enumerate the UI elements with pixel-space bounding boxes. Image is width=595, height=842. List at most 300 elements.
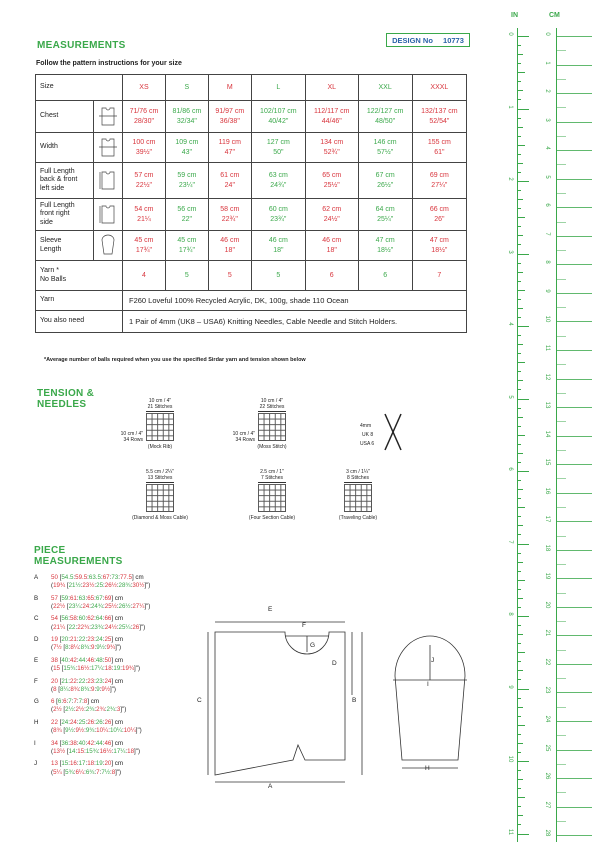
- ruler-inch-tick: [517, 235, 523, 236]
- tension-rows: 34 Rows: [235, 437, 255, 443]
- value-cell: [165, 231, 208, 261]
- ruler-inch-tick: [517, 670, 523, 671]
- row-label-line: Full Length: [40, 167, 75, 175]
- ruler-inch-tick: [517, 254, 529, 255]
- ruler-cm-label: 11: [544, 344, 550, 352]
- diagram-label-A: A: [268, 783, 273, 790]
- value-cell: [358, 101, 412, 133]
- ruler-cm-tick: [556, 450, 566, 451]
- piece-in: (15 [15¾:16½:17¼:18:19:19¾]"): [51, 665, 141, 673]
- value-cell: [165, 101, 208, 133]
- table-row: [36, 133, 467, 163]
- ruler-cm-tick: [556, 107, 566, 108]
- piece-in: (13½ [14:15:15¾:16½:17¼:18]"): [51, 747, 141, 755]
- ruler-inch-tick: [517, 453, 523, 454]
- piece-cm: 19 [20:21:22:23:24:25] cm: [51, 636, 124, 644]
- piece-measurement: [34, 760, 124, 777]
- piece-in: (21¼ [22:22¾:23¾:24½:25¼:26]"): [51, 623, 146, 631]
- ruler-cm-tick: [556, 493, 592, 494]
- value-line: 50": [273, 148, 284, 156]
- value-line: 22½": [135, 181, 153, 189]
- row-label-cell: [36, 101, 94, 133]
- value-line: 18": [326, 246, 337, 254]
- ruler-cm-tick: [556, 735, 566, 736]
- value-line: 155 cm: [427, 139, 451, 147]
- piece-cm: 20 [21:22:22:23:23:24] cm: [51, 677, 124, 685]
- ruler-inch-tick: [517, 788, 521, 789]
- ruler-inch-tick: [517, 163, 523, 164]
- value-line: 69 cm: [429, 172, 449, 180]
- ruler-inch-tick: [517, 190, 521, 191]
- value-cell: [208, 163, 251, 199]
- ruler-inch-label: 0: [507, 32, 513, 36]
- ruler-inch-tick: [517, 145, 525, 146]
- ruler-inch-tick: [517, 244, 521, 245]
- ruler-cm-label: 16: [544, 487, 550, 495]
- diagram-label-H: H: [425, 765, 430, 772]
- ruler-inch-tick: [517, 362, 525, 363]
- value-line: 67 cm: [375, 172, 395, 180]
- value-cell: [251, 231, 305, 261]
- value-cell: [412, 199, 466, 231]
- tension-grid: [146, 413, 174, 441]
- ruler-cm-tick: [556, 664, 592, 665]
- ruler-cm-label: 20: [544, 601, 550, 609]
- piece-key: C: [34, 615, 39, 623]
- ruler-cm-tick: [556, 507, 566, 508]
- ruler-inch-tick: [517, 99, 521, 100]
- piece-cm: 6 [6:6:7:7:7:8] cm: [51, 698, 99, 706]
- ruler-inch-tick: [517, 716, 521, 717]
- ruler-cm-tick: [556, 764, 566, 765]
- ruler-inch-tick: [517, 344, 523, 345]
- ruler-cm-tick: [556, 621, 566, 622]
- ruler-cm-tick: [556, 321, 592, 322]
- instructions-text: Follow the pattern instructions for your size: [36, 60, 182, 67]
- ruler-cm-tick: [556, 564, 566, 565]
- ruler-inch-tick: [517, 471, 529, 472]
- tension-arrow: [146, 411, 174, 412]
- piece-cm: 54 [56:58:60:62:64:66] cm: [51, 615, 124, 623]
- tension-width: 5.5 cm / 2¼": [146, 469, 174, 475]
- ruler-inch-tick: [517, 36, 529, 37]
- value-line: 46 cm: [268, 237, 288, 245]
- piece-in: (7½ [8:8¼:8¾:9:9½:9¾]"): [51, 644, 122, 652]
- value-cell: [165, 199, 208, 231]
- piece-cm: 34 [36:38:40:42:44:46] cm: [51, 739, 124, 747]
- ruler-cm-label: 2: [544, 89, 550, 93]
- value-line: 46 cm: [322, 237, 342, 245]
- ruler-cm-tick: [556, 150, 592, 151]
- design-label: DESIGN No: [392, 35, 433, 45]
- value-line: 22": [181, 215, 193, 223]
- tension-stitches: 8 Stitches: [347, 475, 369, 481]
- tension-width: 2.5 cm / 1": [260, 469, 284, 475]
- ruler-cm-tick: [556, 293, 592, 294]
- ruler-cm-label: 6: [544, 203, 550, 207]
- value-line: 45 cm: [177, 237, 197, 245]
- ruler-inch-tick: [517, 553, 521, 554]
- ruler-inch-tick: [517, 698, 521, 699]
- ruler-cm-tick: [556, 536, 566, 537]
- ruler-inch-tick: [517, 770, 521, 771]
- design-number: 10773: [443, 35, 464, 45]
- value-line: 25½": [323, 181, 340, 189]
- value-cell: [123, 261, 166, 291]
- value-cell: [123, 199, 166, 231]
- yarn-note: *Average number of balls required when you use the specified Sirdar yarn and tension shown below: [44, 357, 306, 363]
- ruler-cm-label: 26: [544, 772, 550, 780]
- ruler-cm-tick: [556, 93, 592, 94]
- ruler-inch-tick: [517, 118, 521, 119]
- value-line: 17¾": [135, 246, 153, 254]
- tension-stitches: 22 Stitches: [259, 404, 285, 410]
- ruler-cm-tick: [556, 750, 592, 751]
- piece-in: (5¼ [5¾:6¼:6¾:7:7½:8]"): [51, 768, 122, 776]
- piece-key: D: [34, 636, 39, 644]
- ruler-cm-label: 8: [544, 260, 550, 265]
- ruler-inch-tick: [517, 217, 525, 218]
- value-cell: [412, 231, 466, 261]
- tension-arrow: [344, 482, 372, 483]
- needles-usa: USA 6: [360, 441, 375, 447]
- value-line: 21¼: [137, 215, 151, 223]
- ruler-cm-tick: [556, 164, 566, 165]
- ruler-inch-tick: [517, 707, 523, 708]
- tension-swatch: [115, 398, 205, 450]
- need-label-cell: You also need: [36, 311, 123, 333]
- ruler-inch-tick: [517, 525, 523, 526]
- value-cell: [208, 231, 251, 261]
- ruler-cm-tick: [556, 707, 566, 708]
- value-line: 58 cm: [220, 206, 240, 214]
- ruler-cm-tick: [556, 635, 592, 636]
- value-line: 6: [329, 271, 334, 279]
- row-label-line: Full Length: [40, 201, 75, 209]
- diagram-label-I: I: [427, 681, 429, 688]
- ruler-inch-tick: [517, 72, 525, 73]
- ruler-cm-label: 3: [544, 117, 550, 122]
- yarn-label-cell: Yarn: [36, 291, 123, 311]
- row-label-line: Width: [40, 143, 58, 151]
- ruler-cm-label: 10: [544, 316, 550, 323]
- row-label-line: Chest: [40, 112, 59, 120]
- ruler-inch-tick: [517, 498, 521, 499]
- ruler-cm-tick: [556, 778, 592, 779]
- ruler-cm-label: 12: [544, 373, 550, 380]
- ruler-inch-tick: [517, 199, 523, 200]
- value-line: 71/76 cm: [129, 108, 159, 116]
- ruler-inch-tick: [517, 444, 521, 445]
- ruler-inch-tick: [517, 679, 521, 680]
- piece-key: B: [34, 594, 39, 602]
- value-line: 47 cm: [429, 237, 449, 245]
- ruler-cm-label: 17: [544, 515, 550, 523]
- value-line: 48/50": [375, 117, 396, 125]
- ruler-cm-label: CM: [549, 12, 560, 19]
- size-header-cell: XXXL: [412, 75, 466, 101]
- value-line: 32/34": [176, 117, 197, 125]
- ruler-cm-tick: [556, 222, 566, 223]
- ruler-cm-label: 0: [544, 32, 550, 36]
- value-line: 40/42": [268, 117, 289, 125]
- value-cell: [358, 163, 412, 199]
- piece-key: G: [34, 698, 39, 706]
- value-line: 26": [434, 215, 445, 223]
- piece-header-line1: PIECE: [34, 545, 66, 556]
- ruler-cm-tick: [556, 807, 592, 808]
- row-label-cell: [36, 231, 94, 261]
- ruler-cm-tick: [556, 521, 592, 522]
- piece-measurement: [34, 656, 141, 674]
- tension-width: 10 cm / 4": [148, 398, 172, 404]
- piece-header: [34, 545, 123, 567]
- ruler-cm-label: 19: [544, 572, 550, 580]
- tension-caption: (Traveling Cable): [338, 515, 378, 521]
- value-line: 17¾": [178, 246, 195, 254]
- value-line: 44/46": [321, 117, 342, 125]
- ruler-inch-tick: [517, 136, 521, 137]
- piece-measurement: [34, 636, 124, 653]
- row-label-cell: [36, 133, 94, 163]
- ruler-inch-tick: [517, 752, 521, 753]
- table-row: [36, 231, 467, 261]
- piece-cm: 22 [24:24:25:26:26:26] cm: [51, 718, 124, 726]
- piece-measurement: [34, 718, 142, 736]
- value-cell: [305, 231, 358, 261]
- ruler-cm-tick: [556, 79, 566, 80]
- tension-header: [37, 388, 94, 410]
- ruler-inch-tick: [517, 834, 529, 835]
- ruler-cm-tick: [556, 264, 592, 265]
- piece-measurement: [34, 615, 146, 632]
- value-line: 56 cm: [177, 206, 197, 214]
- diagram-label-B: B: [352, 697, 357, 704]
- value-cell: [251, 261, 305, 291]
- ruler-cm-tick: [556, 364, 566, 365]
- table-header-row: [36, 75, 467, 101]
- ruler-cm-tick: [556, 50, 566, 51]
- value-line: 122/127 cm: [366, 108, 404, 116]
- ruler-inch-tick: [517, 571, 521, 572]
- value-cell: [208, 199, 251, 231]
- ruler-cm-label: 7: [544, 232, 550, 236]
- value-line: 66 cm: [429, 206, 449, 214]
- ruler-inch-tick: [517, 181, 529, 182]
- piece-in: (19¾ [21½:23½:25:26½:28¾:30½]"): [51, 582, 151, 590]
- piece-in: (2½ [2½:2½:2¾:2¾:2¾:3]"): [51, 706, 127, 714]
- row-label-cell: [36, 261, 123, 291]
- tension-arrow: [146, 482, 174, 483]
- ruler-cm-tick: [556, 350, 592, 351]
- ruler-inch-tick: [517, 317, 521, 318]
- ruler-inch-tick: [517, 281, 521, 282]
- ruler-inch-tick: [517, 661, 521, 662]
- piece-key: A: [34, 574, 39, 581]
- value-line: 27¼": [431, 181, 448, 189]
- value-line: 7: [437, 271, 442, 279]
- value-cell: [305, 163, 358, 199]
- value-line: 61": [434, 148, 445, 156]
- ruler-inch-tick: [517, 734, 521, 735]
- ruler-inch-tick: [517, 797, 525, 798]
- value-cell: [412, 133, 466, 163]
- yarn-row: [36, 291, 467, 311]
- value-cell: [305, 261, 358, 291]
- piece-in: (8¾ [9½:9½:9¾:10¼:10¼:10¼]"): [51, 727, 142, 735]
- ruler-cm-tick: [556, 36, 592, 37]
- value-line: 59 cm: [177, 172, 197, 180]
- ruler-cm-tick: [556, 678, 566, 679]
- tension-caption: (Mock Rib): [147, 444, 173, 450]
- ruler-cm-label: 14: [544, 430, 550, 437]
- value-cell: [123, 231, 166, 261]
- value-line: 28/30": [133, 117, 154, 125]
- ruler-inch-tick: [517, 226, 521, 227]
- ruler-cm-tick: [556, 236, 592, 237]
- piece-header-line2: MEASUREMENTS: [34, 556, 123, 567]
- piece-key: I: [34, 739, 36, 747]
- ruler-inch-tick: [517, 779, 523, 780]
- value-cell: [412, 163, 466, 199]
- value-cell: [165, 133, 208, 163]
- table-row: [36, 261, 467, 291]
- ruler-inch-tick: [517, 299, 521, 300]
- tension-grid: [344, 484, 372, 512]
- row-icon-cell: [94, 133, 123, 163]
- value-line: 100 cm: [132, 139, 156, 147]
- diagram-label-F: F: [302, 622, 306, 629]
- piece-measurement: [34, 594, 151, 612]
- value-cell: [208, 101, 251, 133]
- ruler-inch-tick: [517, 824, 521, 825]
- value-line: 109 cm: [175, 139, 199, 147]
- tension-rows-label: [225, 431, 255, 443]
- value-line: 47": [224, 148, 235, 156]
- ruler-inch-tick: [517, 263, 521, 264]
- ruler-inch-tick: [517, 399, 529, 400]
- ruler-inch-tick: [517, 725, 525, 726]
- value-line: 62 cm: [322, 206, 342, 214]
- ruler-inch-tick: [517, 127, 523, 128]
- value-line: 39½": [135, 148, 153, 156]
- ruler-inch-tick: [517, 389, 521, 390]
- ruler-inch-tick: [517, 290, 525, 291]
- size-header-cell: XS: [123, 75, 166, 101]
- ruler-cm-label: 4: [544, 146, 550, 150]
- value-line: 63 cm: [268, 172, 288, 180]
- ruler-cm-tick: [556, 179, 592, 180]
- ruler-inch-tick: [517, 326, 529, 327]
- ruler-inch-tick: [517, 625, 521, 626]
- length-left-icon: [98, 169, 118, 191]
- ruler-inch-tick: [517, 435, 525, 436]
- ruler-cm-label: 9: [544, 289, 550, 293]
- ruler-inch-tick: [517, 81, 521, 82]
- value-cell: [305, 101, 358, 133]
- needles-block: [360, 410, 410, 454]
- tension-caption: (Moss Stitch): [257, 444, 287, 450]
- ruler-cm-tick: [556, 193, 566, 194]
- ruler-cm-tick: [556, 65, 592, 66]
- ruler-inch-label: 9: [507, 684, 513, 689]
- value-line: 23¼": [178, 181, 195, 189]
- row-label-line: Sleeve: [40, 237, 62, 245]
- ruler-in-label: IN: [511, 12, 518, 19]
- value-line: 18": [224, 246, 235, 254]
- value-line: 18½": [377, 246, 394, 254]
- size-header-cell: S: [165, 75, 208, 101]
- ruler-cm-tick: [556, 122, 592, 123]
- value-cell: [165, 261, 208, 291]
- ruler-cm-tick: [556, 407, 592, 408]
- value-cell: [208, 261, 251, 291]
- value-cell: [123, 133, 166, 163]
- knitting-needles-icon: [382, 412, 404, 452]
- value-line: 43": [181, 148, 193, 156]
- value-line: 24¾": [270, 181, 287, 189]
- value-cell: [251, 163, 305, 199]
- value-cell: [305, 199, 358, 231]
- ruler-inch-tick: [517, 489, 523, 490]
- ruler-cm-label: 23: [544, 687, 550, 694]
- diagram-label-C: C: [197, 697, 202, 704]
- row-label-line: Yarn *: [40, 267, 59, 275]
- value-cell: [123, 163, 166, 199]
- ruler-inch-tick: [517, 607, 521, 608]
- ruler-cm-label: 15: [544, 458, 550, 466]
- ruler-inch-tick: [517, 806, 521, 807]
- piece-measurement: [34, 574, 151, 591]
- ruler-cm-tick: [556, 478, 566, 479]
- ruler-cm-tick: [556, 279, 566, 280]
- ruler-cm-label: 1: [544, 60, 550, 65]
- value-cell: [412, 261, 466, 291]
- ruler-inch-tick: [517, 616, 529, 617]
- ruler-cm-label: 25: [544, 744, 550, 751]
- ruler-inch-tick: [517, 380, 523, 381]
- ruler-inch-tick: [517, 480, 521, 481]
- ruler-cm-tick: [556, 650, 566, 651]
- piece-key: J: [34, 760, 38, 768]
- diagram-label-D: D: [332, 660, 337, 667]
- ruler-inch-label: 4: [507, 322, 513, 326]
- row-label-line: front right: [40, 210, 70, 218]
- ruler-cm-tick: [556, 250, 566, 251]
- value-line: 46 cm: [220, 237, 240, 245]
- size-header-cell: XL: [305, 75, 358, 101]
- tension-caption: (Four Section Cable): [248, 515, 296, 521]
- ruler-inch-label: 10: [507, 755, 513, 763]
- ruler-inch-tick: [517, 272, 523, 273]
- ruler-inch-label: 5: [507, 394, 513, 399]
- ruler-inch-tick: [517, 335, 521, 336]
- value-line: 132/137 cm: [421, 108, 458, 116]
- need-value-cell: 1 Pair of 4mm (UK8 – USA6) Knitting Needles, Cable Needle and Stitch Holders.: [123, 311, 467, 333]
- ruler-inch-tick: [517, 109, 529, 110]
- ruler-cm-tick: [556, 578, 592, 579]
- tension-width: 3 cm / 1¼": [346, 469, 370, 475]
- ruler-inch-label: 1: [507, 104, 513, 109]
- tension-stitches: 21 Stitches: [147, 404, 173, 410]
- value-line: 134 cm: [320, 139, 344, 147]
- tension-grid: [258, 484, 286, 512]
- row-label-line: left side: [40, 184, 65, 192]
- piece-cm: 57 [59:61:63:65:67:69] cm: [51, 594, 124, 602]
- ruler-cm-label: 27: [544, 801, 550, 808]
- ruler-inch-tick: [517, 154, 521, 155]
- row-icon-cell: [94, 231, 123, 261]
